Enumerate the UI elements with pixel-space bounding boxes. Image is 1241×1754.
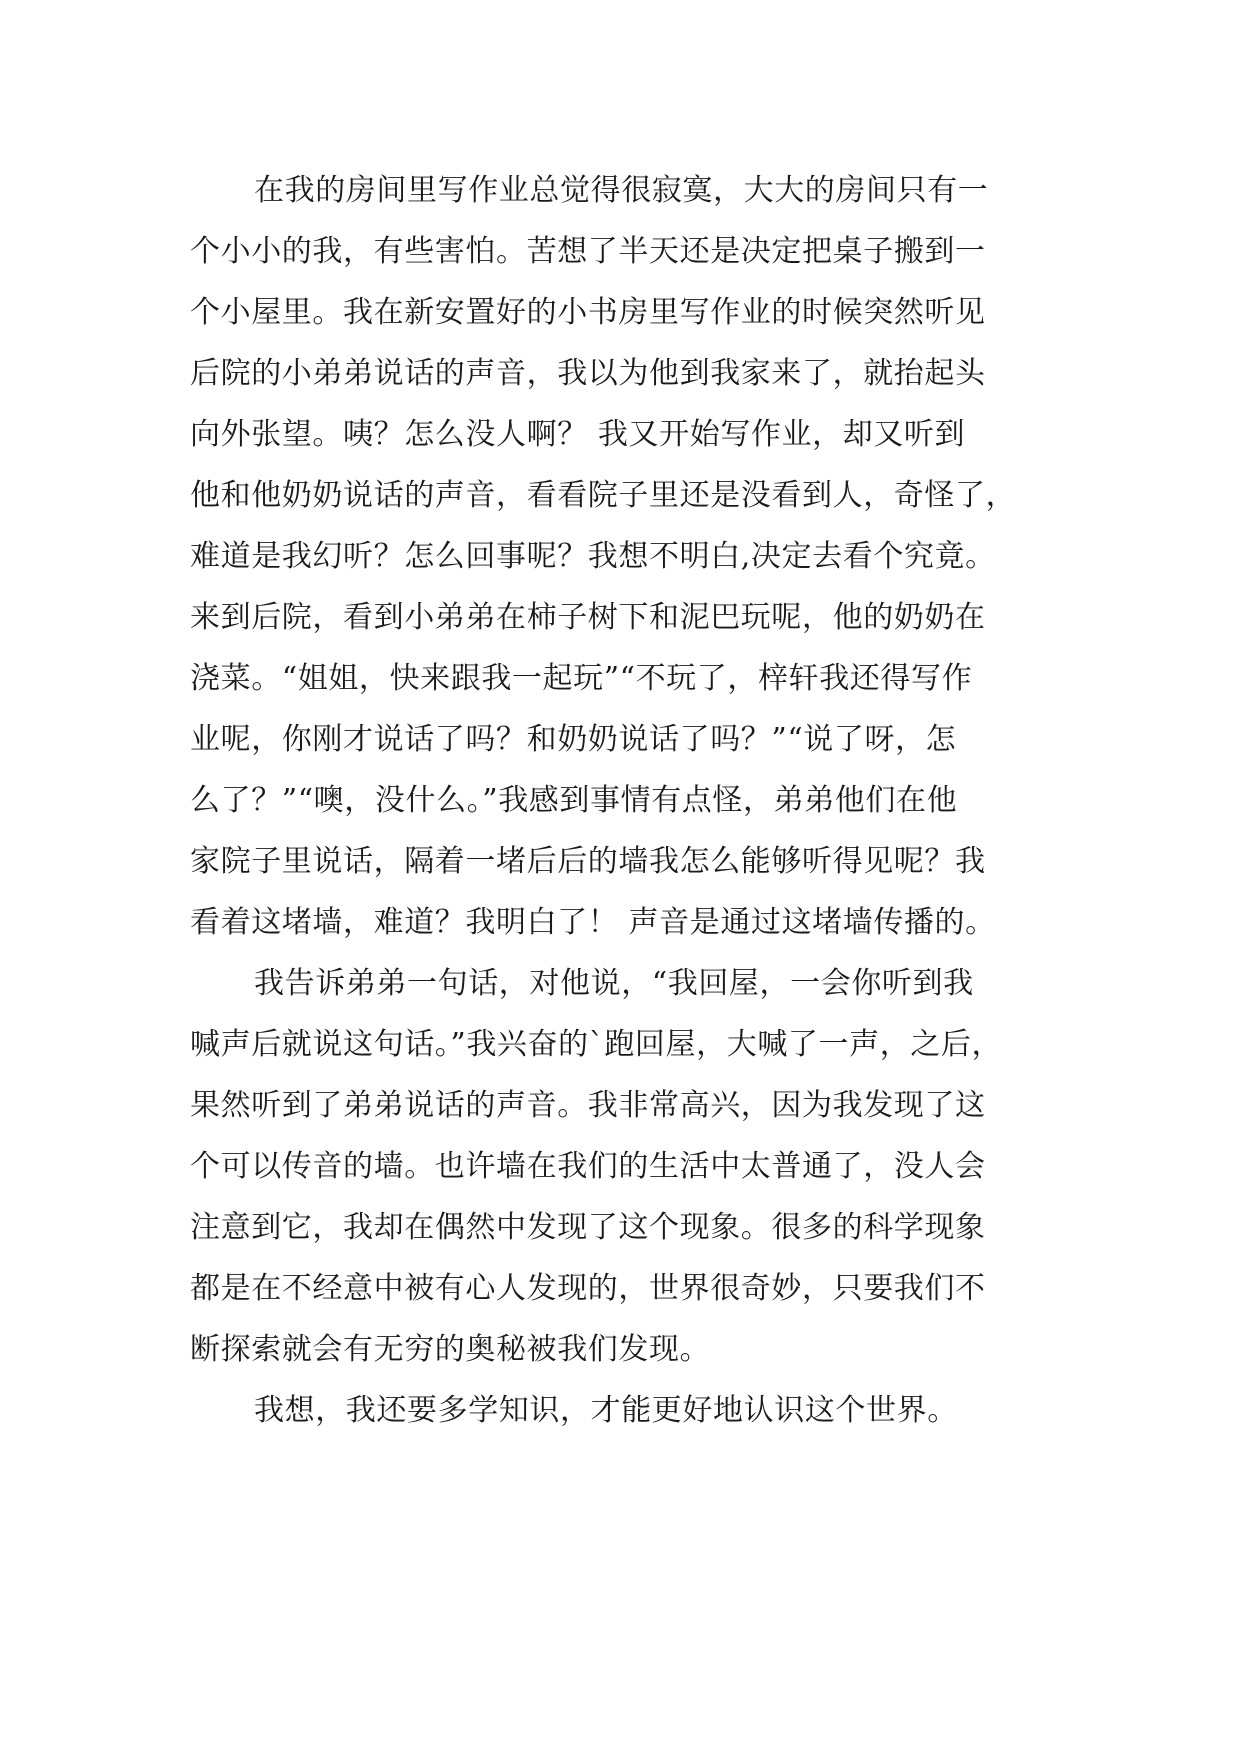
paragraph-2-line-5: 注意到它，我却在偶然中发现了这个现象。很多的科学现象 [190, 1210, 986, 1245]
paragraph-1-line-6: 他和他奶奶说话的声音，看看院子里还是没看到人，奇怪了， [190, 478, 1017, 513]
paragraph-2-line-3: 果然听到了弟弟说话的声音。我非常高兴，因为我发现了这 [190, 1088, 986, 1123]
paragraph-1-line-10: 业呢，你刚才说话了吗？和奶奶说话了吗？”“说了呀，怎 [190, 722, 957, 757]
paragraph-1-line-3: 个小屋里。我在新安置好的小书房里写作业的时候突然听见 [190, 295, 986, 330]
paragraph-1-line-12: 家院子里说话，隔着一堵后后的墙我怎么能够听得见呢？我 [190, 844, 986, 879]
paragraph-2-line-6: 都是在不经意中被有心人发现的，世界很奇妙，只要我们不 [190, 1271, 986, 1306]
essay-body [190, 160, 1052, 1441]
paragraph-1-line-4: 后院的小弟弟说话的声音，我以为他到我家来了，就抬起头 [190, 356, 986, 391]
paragraph-1-line-5: 向外张望。咦？怎么没人啊？ 我又开始写作业，却又听到 [190, 417, 966, 452]
paragraph-1-line-8: 来到后院，看到小弟弟在柿子树下和泥巴玩呢，他的奶奶在 [190, 600, 986, 635]
paragraph-1-line-9: 浇菜。“姐姐，快来跟我一起玩”“不玩了，梓轩我还得写作 [190, 661, 973, 696]
paragraph-1-line-2: 个小小的我，有些害怕。苦想了半天还是决定把桌子搬到一 [190, 234, 986, 269]
paragraph-1-line-1: 在我的房间里写作业总觉得很寂寞，大大的房间只有一 [254, 173, 989, 208]
paragraph-2-line-7: 断探索就会有无穷的奥秘被我们发现。 [190, 1332, 711, 1367]
paragraph-2-line-1: 我告诉弟弟一句话，对他说，“我回屋，一会你听到我 [254, 966, 974, 1001]
paragraph-1-line-13: 看着这堵墙，难道？我明白了！ 声音是通过这堵墙传播的。 [190, 905, 996, 940]
paragraph-1-line-7: 难道是我幻听？怎么回事呢？我想不明白,决定去看个究竟。 [190, 539, 996, 574]
paragraph-3-line-1: 我想，我还要多学知识，才能更好地认识这个世界。 [254, 1393, 958, 1428]
paragraph-2-line-4: 个可以传音的墙。也许墙在我们的生活中太普通了，没人会 [190, 1149, 986, 1184]
paragraph-2-line-2: 喊声后就说这句话。”我兴奋的`跑回屋，大喊了一声，之后， [190, 1027, 1003, 1062]
paragraph-1-line-11: 么了？”“噢，没什么。”我感到事情有点怪，弟弟他们在他 [190, 783, 958, 818]
